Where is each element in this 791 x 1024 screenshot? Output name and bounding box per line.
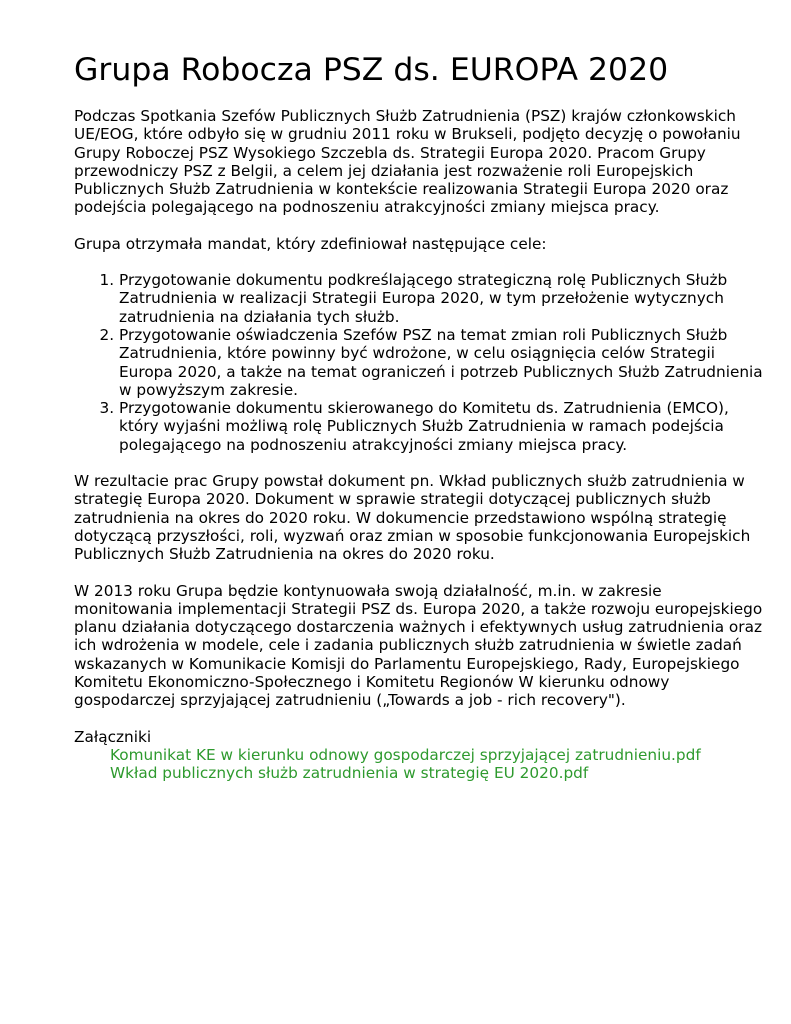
plans-2013-paragraph: W 2013 roku Grupa będzie kontynuowała swoją działalność, m.in. w zakresie monitowania implementacji Strategii PSZ ds. Europa 2020, a także rozwoju europejskiego planu działania dotyczącego dostarczenia ważnych i efektywnych usług zatrudnienia oraz ich wdrożenia w modele, cele i zadania publicznych służb zatrudnienia w świetle zadań wskazanych w Komunikacie Komisji do Parlamentu Europejskiego, Rady, Europejskiego Komitetu Ekonomiczno-Społecznego i Komitetu Regionów W kierunku odnowy gospodarczej sprzyjającej zatrudnieniu („Towards a job - rich recovery"). [74, 581, 763, 710]
document-page [74, 50, 764, 783]
page-title: Grupa Robocza PSZ ds. EUROPA 2020 [74, 52, 669, 88]
intro-paragraph: Podczas Spotkania Szefów Publicznych Służb Zatrudnienia (PSZ) krajów członkowskich UE/EOG, które odbyło się w grudniu 2011 roku w Brukseli, podjęto decyzję o powołaniu Grupy Roboczej PSZ Wysokiego Szczebla ds. Strategii Europa 2020. Pracom Grupy przewodniczy PSZ z Belgii, a celem jej działania jest rozważenie roli Europejskich Publicznych Służb Zatrudnienia w kontekście realizowania Strategii Europa 2020 oraz podejścia polegającego na podnoszeniu atrakcyjności zmiany miejsca pracy. [74, 107, 741, 217]
attachments-heading: Załączniki [74, 727, 152, 746]
goal-item: 3. Przygotowanie dokumentu skierowanego do Komitetu ds. Zatrudnienia (EMCO), który wyjaśni możliwą rolę Publicznych Służb Zatrudnienia w ramach podejścia polegającego na podnoszeniu atrakcyjności zmiany miejsca pracy. [119, 399, 764, 454]
result-paragraph: W rezultacie prac Grupy powstał dokument pn. Wkład publicznych służb zatrudnienia w strategię Europa 2020. Dokument w sprawie strategii dotyczącej publicznych służb zatrudnienia na okres do 2020 roku. W dokumencie przedstawiono wspólną strategię dotyczącą przyszłości, roli, wyzwań oraz zmian w sposobie funkcjonowania Europejskich Publicznych Służb Zatrudnienia na okres do 2020 roku. [74, 472, 751, 564]
goal-item: 2. Przygotowanie oświadczenia Szefów PSZ na temat zmian roli Publicznych Służb Zatrudnienia, które powinny być wdrożone, w celu osiągnięcia celów Strategii Europa 2020, a także na temat ograniczeń i potrzeb Publicznych Służb Zatrudnienia w powyższym zakresie. [119, 326, 764, 399]
attachment-item [110, 764, 764, 782]
attachment-item [110, 746, 764, 764]
goals-list [74, 271, 764, 454]
attachment-link-wklad-psz[interactable]: Wkład publicznych służb zatrudnienia w strategię EU 2020.pdf [110, 764, 589, 783]
goal-item: 1. Przygotowanie dokumentu podkreślającego strategiczną rolę Publicznych Służb Zatrudnienia w realizacji Strategii Europa 2020, w tym przełożenie wytycznych zatrudnienia na działania tych służb. [119, 271, 764, 326]
attachment-link-komunikat-ke[interactable]: Komunikat KE w kierunku odnowy gospodarczej sprzyjającej zatrudnieniu.pdf [110, 745, 701, 764]
mandate-paragraph: Grupa otrzymała mandat, który zdefiniował następujące cele: [74, 234, 547, 253]
attachments-list [74, 746, 764, 783]
